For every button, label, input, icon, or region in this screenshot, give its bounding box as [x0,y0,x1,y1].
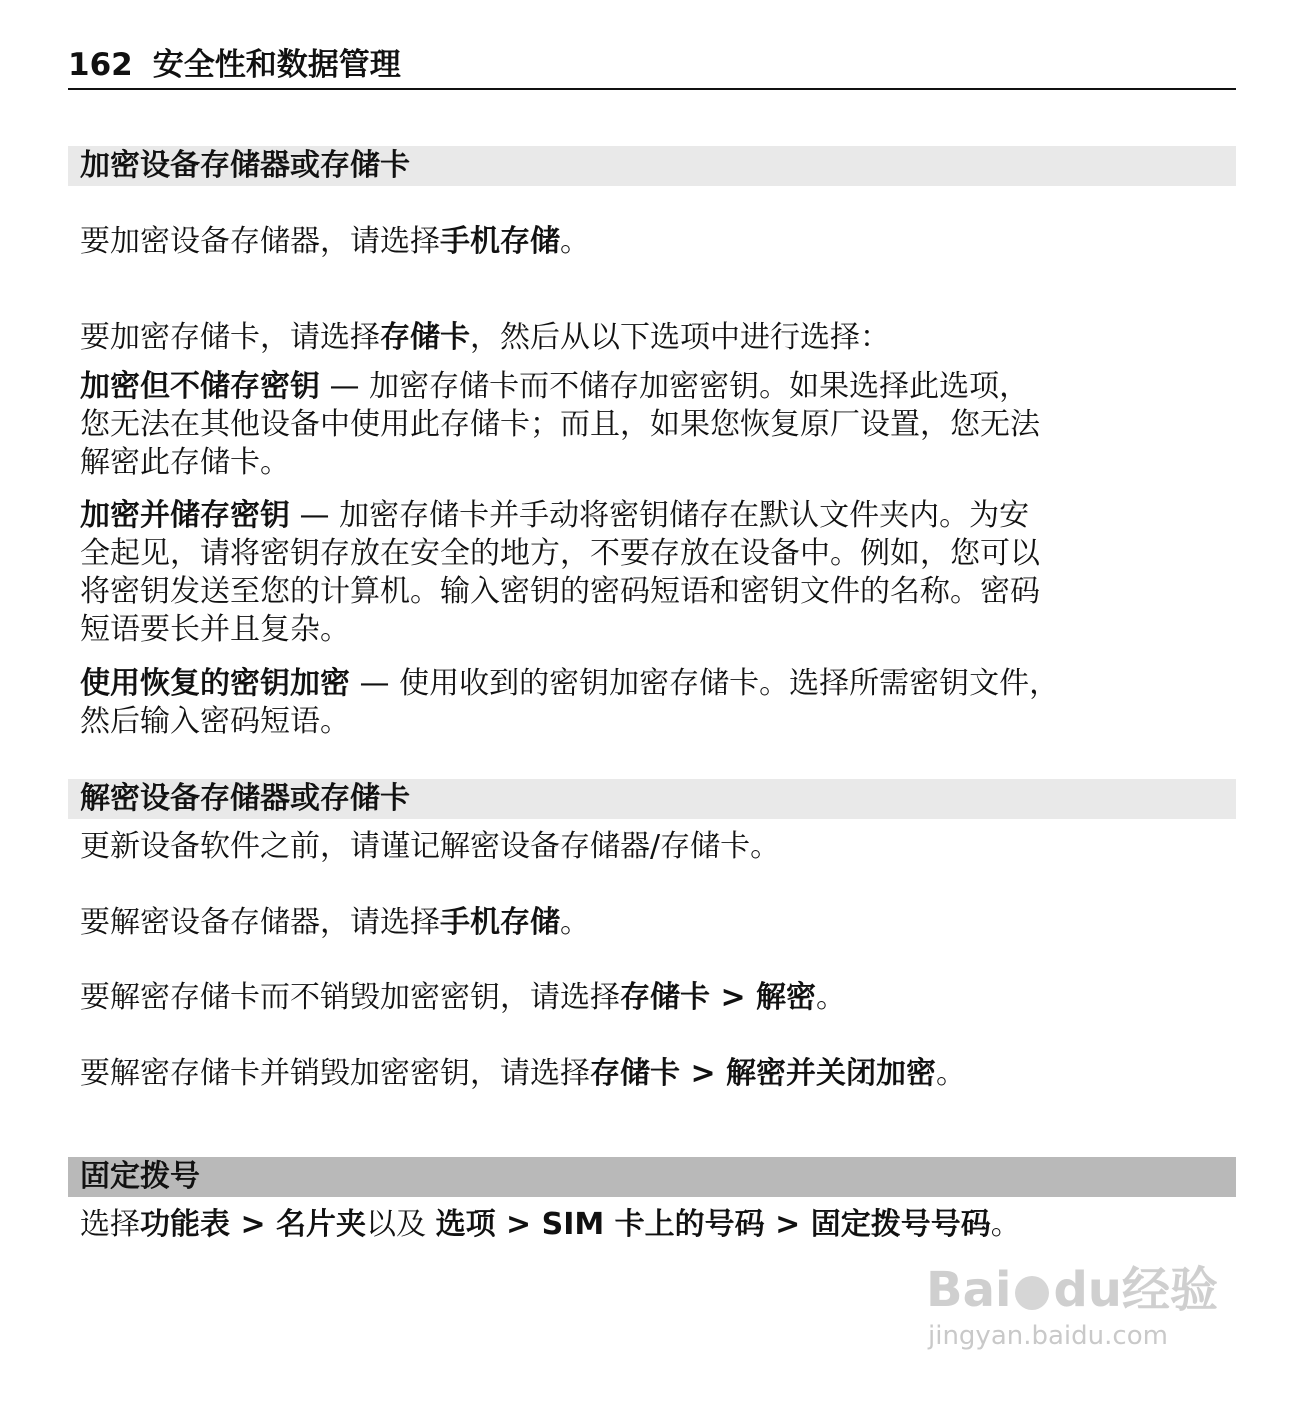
encrypt-device-paragraph [80,222,1230,262]
decrypt-device-paragraph [80,903,1230,943]
text-run: 。 [990,1207,1021,1242]
option-desc-line: — 使用收到的密钥加密存储卡。选择所需密钥文件， [350,666,1060,701]
text-run: 要解密存储卡并销毁加密密钥，请选择 [80,1056,590,1091]
text-run: 。 [816,980,847,1015]
menu-term-memory-card: 存储卡 [620,980,710,1015]
menu-term-contacts: 名片夹 [276,1207,367,1242]
baidu-watermark [926,1262,1226,1362]
option-term: 加密但不储存密钥 [80,369,320,404]
menu-term-options: 选项 [435,1207,496,1242]
encrypt-card-paragraph [80,318,1230,358]
text-run: 要解密存储卡而不销毁加密密钥，请选择 [80,980,620,1015]
text-run: 要加密存储卡，请选择 [80,320,380,355]
section-decrypt-heading: 解密设备存储器或存储卡 [68,779,1236,819]
text-run: ，然后从以下选项中进行选择： [470,320,890,355]
logo-text: Bai [926,1262,1012,1318]
section-fixed-dialing-heading: 固定拨号 [68,1157,1236,1197]
text-run: 。 [560,905,590,940]
option-term: 使用恢复的密钥加密 [80,666,350,701]
option-term: 加密并储存密钥 [80,498,290,533]
page-number: 162 [68,47,133,83]
option-desc-line: 解密此存储卡。 [80,445,290,480]
text-run: 选择 [80,1207,140,1242]
section-encrypt-heading: 加密设备存储器或存储卡 [68,146,1236,186]
menu-separator: > [710,980,757,1015]
paw-icon [1015,1276,1049,1310]
menu-separator: > [680,1056,727,1091]
menu-term-decrypt-disable: 解密并关闭加密 [726,1056,937,1091]
menu-separator: > [764,1207,811,1242]
option-encrypt-with-restored-key [80,665,1230,741]
menu-term-memory-card: 存储卡 [590,1056,680,1091]
menu-term-fixed-dialing-numbers: 固定拨号号码 [810,1207,991,1242]
menu-term-phone-memory: 手机存储 [440,224,560,259]
menu-term-menu: 功能表 [140,1207,230,1242]
text-run: 。 [560,224,590,259]
text-run: 。 [936,1056,967,1091]
watermark-url: jingyan.baidu.com [928,1321,1168,1351]
option-encrypt-and-store-key [80,497,1230,649]
chapter-title: 安全性和数据管理 [152,47,401,83]
option-desc-line: 短语要长并且复杂。 [80,612,350,647]
text-run: 要加密设备存储器，请选择 [80,224,440,259]
text-run: 要解密设备存储器，请选择 [80,905,440,940]
menu-term-decrypt: 解密 [756,980,817,1015]
option-desc-line: 全起见，请将密钥存放在安全的地方，不要存放在设备中。例如，您可以 [80,536,1040,571]
decrypt-card-destroy-key-paragraph [80,1054,1230,1094]
option-desc-line: 然后输入密码短语。 [80,704,350,739]
decrypt-note-paragraph: 更新设备软件之前，请谨记解密设备存储器/存储卡。 [80,829,781,864]
page-header [68,46,1236,90]
menu-term-memory-card: 存储卡 [380,320,470,355]
option-encrypt-without-key [80,368,1230,482]
logo-text: du [1053,1262,1122,1318]
option-desc-line: 将密钥发送至您的计算机。输入密钥的密码短语和密钥文件的名称。密码 [80,574,1040,609]
menu-term-sim-numbers: SIM 卡上的号码 [541,1207,765,1242]
menu-term-phone-memory: 手机存储 [440,905,560,940]
decrypt-card-keep-key-paragraph [80,978,1230,1018]
logo-text: 经验 [1121,1262,1218,1318]
option-desc-line: — 加密存储卡并手动将密钥储存在默认文件夹内。为安 [290,498,1030,533]
menu-separator: > [230,1207,277,1242]
option-desc-line: — 加密存储卡而不储存加密密钥。如果选择此选项， [320,369,1030,404]
fixed-dialing-paragraph [80,1205,1230,1245]
menu-separator: > [495,1207,542,1242]
text-run: 以及 [366,1207,427,1242]
baidu-logo [926,1262,1218,1318]
option-desc-line: 您无法在其他设备中使用此存储卡；而且，如果您恢复原厂设置，您无法 [80,407,1040,442]
